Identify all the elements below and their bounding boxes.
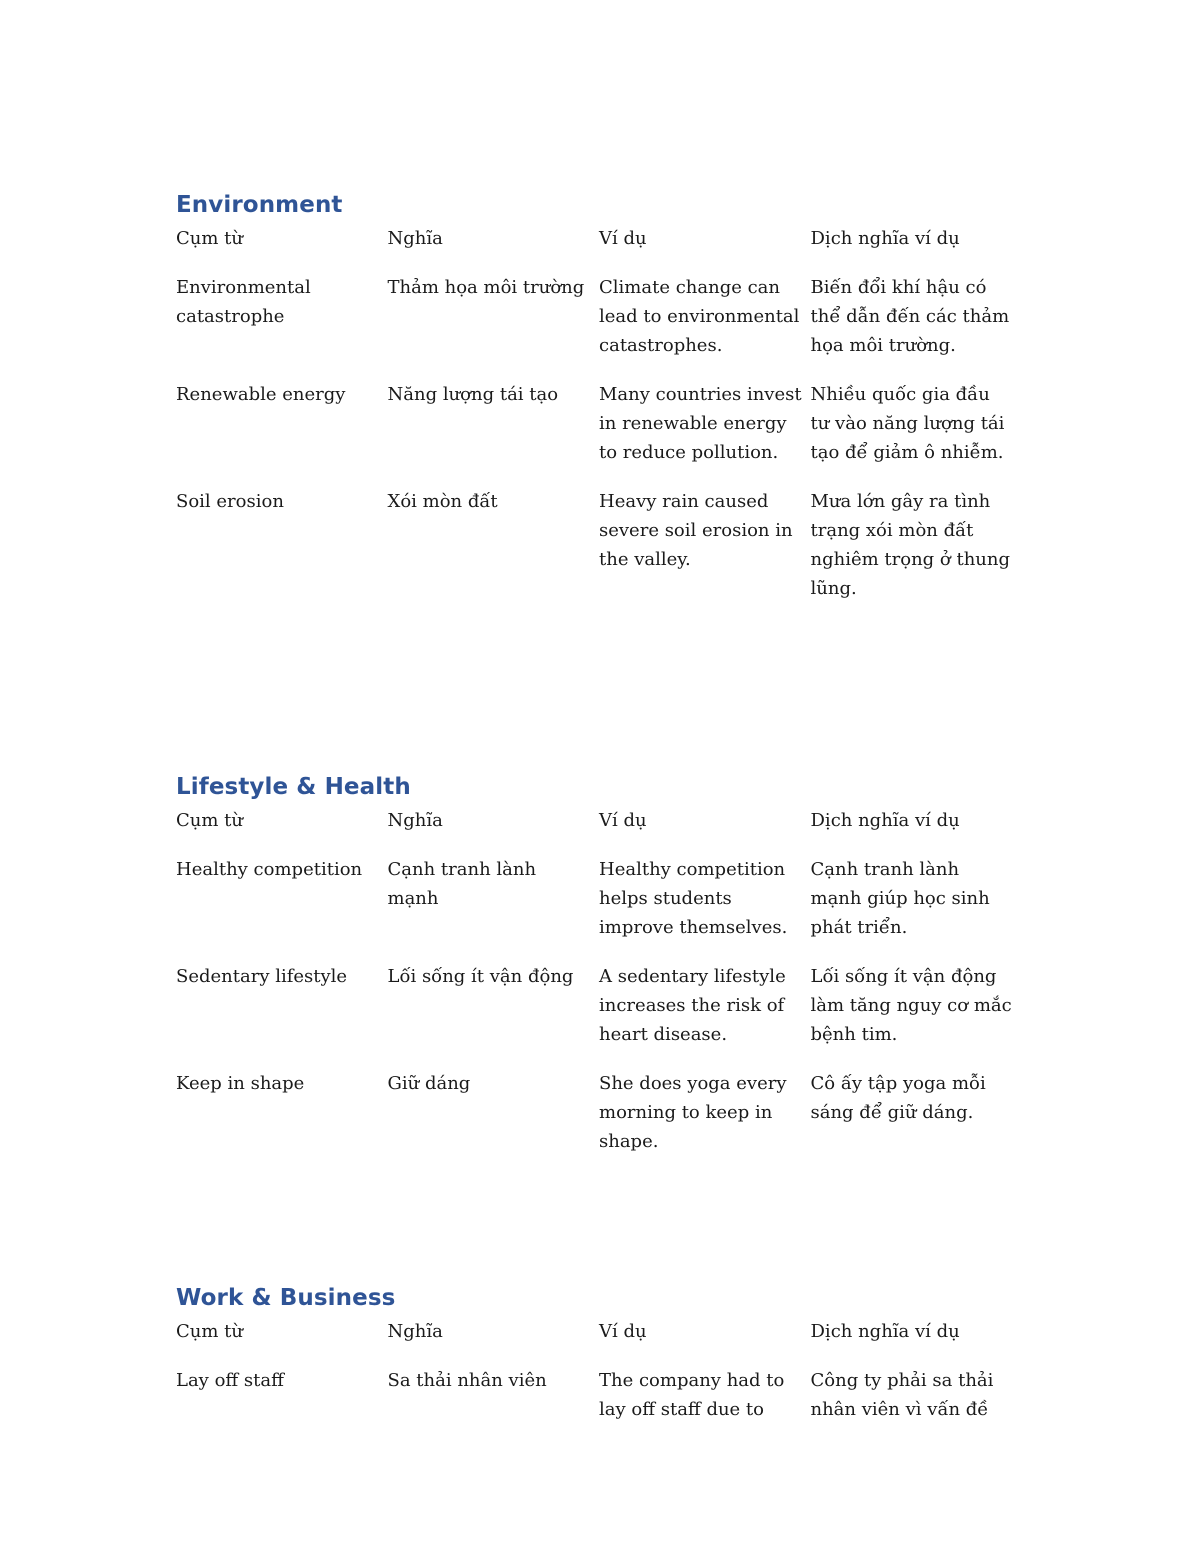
cell-translation: Cạnh tranh lành mạnh giúp học sinh phát triển.: [810, 859, 990, 938]
cell-phrase: Keep in shape: [176, 1073, 305, 1094]
cell-meaning: Xói mòn đất: [387, 491, 498, 512]
table-row: [176, 273, 1036, 360]
cell-translation: Biến đổi khí hậu có thể dẫn đến các thảm họa môi trường.: [810, 277, 1010, 356]
section-title: Lifestyle & Health: [176, 774, 411, 800]
table-row: [176, 1366, 1036, 1424]
table-row: [176, 855, 1036, 942]
section-lifestyle-health: [176, 772, 1036, 1283]
cell-example: Healthy competition helps students improve themselves.: [599, 859, 788, 938]
section-environment: [176, 190, 1036, 772]
table-row: [176, 487, 1036, 603]
header-cell-translation: Dịch nghĩa ví dụ: [810, 1321, 960, 1342]
cell-phrase: Environmental catastrophe: [176, 277, 311, 327]
header-cell-example: Ví dụ: [599, 1321, 647, 1342]
cell-translation: Mưa lớn gây ra tình trạng xói mòn đất nghiêm trọng ở thung lũng.: [810, 491, 1011, 599]
section-work-business: [176, 1283, 1036, 1424]
cell-example: She does yoga every morning to keep in shape.: [599, 1073, 787, 1152]
cell-meaning: Giữ dáng: [387, 1073, 471, 1094]
cell-example: Climate change can lead to environmental catastrophes.: [599, 277, 800, 356]
cell-phrase: Sedentary lifestyle: [176, 966, 348, 987]
table-row: [176, 962, 1036, 1049]
cell-meaning: Sa thải nhân viên: [387, 1370, 547, 1391]
cell-example: The company had to lay off staff due to: [599, 1370, 785, 1420]
table-row: [176, 380, 1036, 467]
cell-example: A sedentary lifestyle increases the risk of heart disease.: [599, 966, 786, 1045]
header-cell-meaning: Nghĩa: [387, 810, 443, 831]
document-page: [176, 190, 1036, 1444]
cell-meaning: Lối sống ít vận động: [387, 966, 574, 987]
table-header-row: [176, 224, 1036, 268]
table-header-row: [176, 1317, 1036, 1361]
header-cell-example: Ví dụ: [599, 228, 647, 249]
cell-translation: Lối sống ít vận động làm tăng nguy cơ mắc bệnh tim.: [810, 966, 1012, 1045]
section-title: Work & Business: [176, 1285, 396, 1311]
cell-meaning: Cạnh tranh lành mạnh: [387, 859, 537, 909]
cell-meaning: Thảm họa môi trường: [387, 277, 585, 298]
header-cell-meaning: Nghĩa: [387, 1321, 443, 1342]
header-cell-meaning: Nghĩa: [387, 228, 443, 249]
cell-meaning: Năng lượng tái tạo: [387, 384, 559, 405]
cell-translation: Cô ấy tập yoga mỗi sáng để giữ dáng.: [810, 1073, 986, 1123]
cell-example: Heavy rain caused severe soil erosion in the valley.: [599, 491, 793, 570]
header-cell-phrase: Cụm từ: [176, 810, 243, 831]
cell-phrase: Soil erosion: [176, 491, 284, 512]
cell-example: Many countries invest in renewable energy to reduce pollution.: [599, 384, 802, 463]
cell-translation: Nhiều quốc gia đầu tư vào năng lượng tái tạo để giảm ô nhiễm.: [810, 384, 1005, 463]
cell-phrase: Lay off staff: [176, 1370, 284, 1391]
header-cell-translation: Dịch nghĩa ví dụ: [810, 228, 960, 249]
header-cell-phrase: Cụm từ: [176, 228, 243, 249]
header-cell-phrase: Cụm từ: [176, 1321, 243, 1342]
table-header-row: [176, 806, 1036, 850]
cell-translation: Công ty phải sa thải nhân viên vì vấn đề: [810, 1370, 994, 1420]
header-cell-translation: Dịch nghĩa ví dụ: [810, 810, 960, 831]
cell-phrase: Renewable energy: [176, 384, 346, 405]
cell-phrase: Healthy competition: [176, 859, 363, 880]
table-row: [176, 1069, 1036, 1156]
section-title: Environment: [176, 192, 343, 218]
header-cell-example: Ví dụ: [599, 810, 647, 831]
